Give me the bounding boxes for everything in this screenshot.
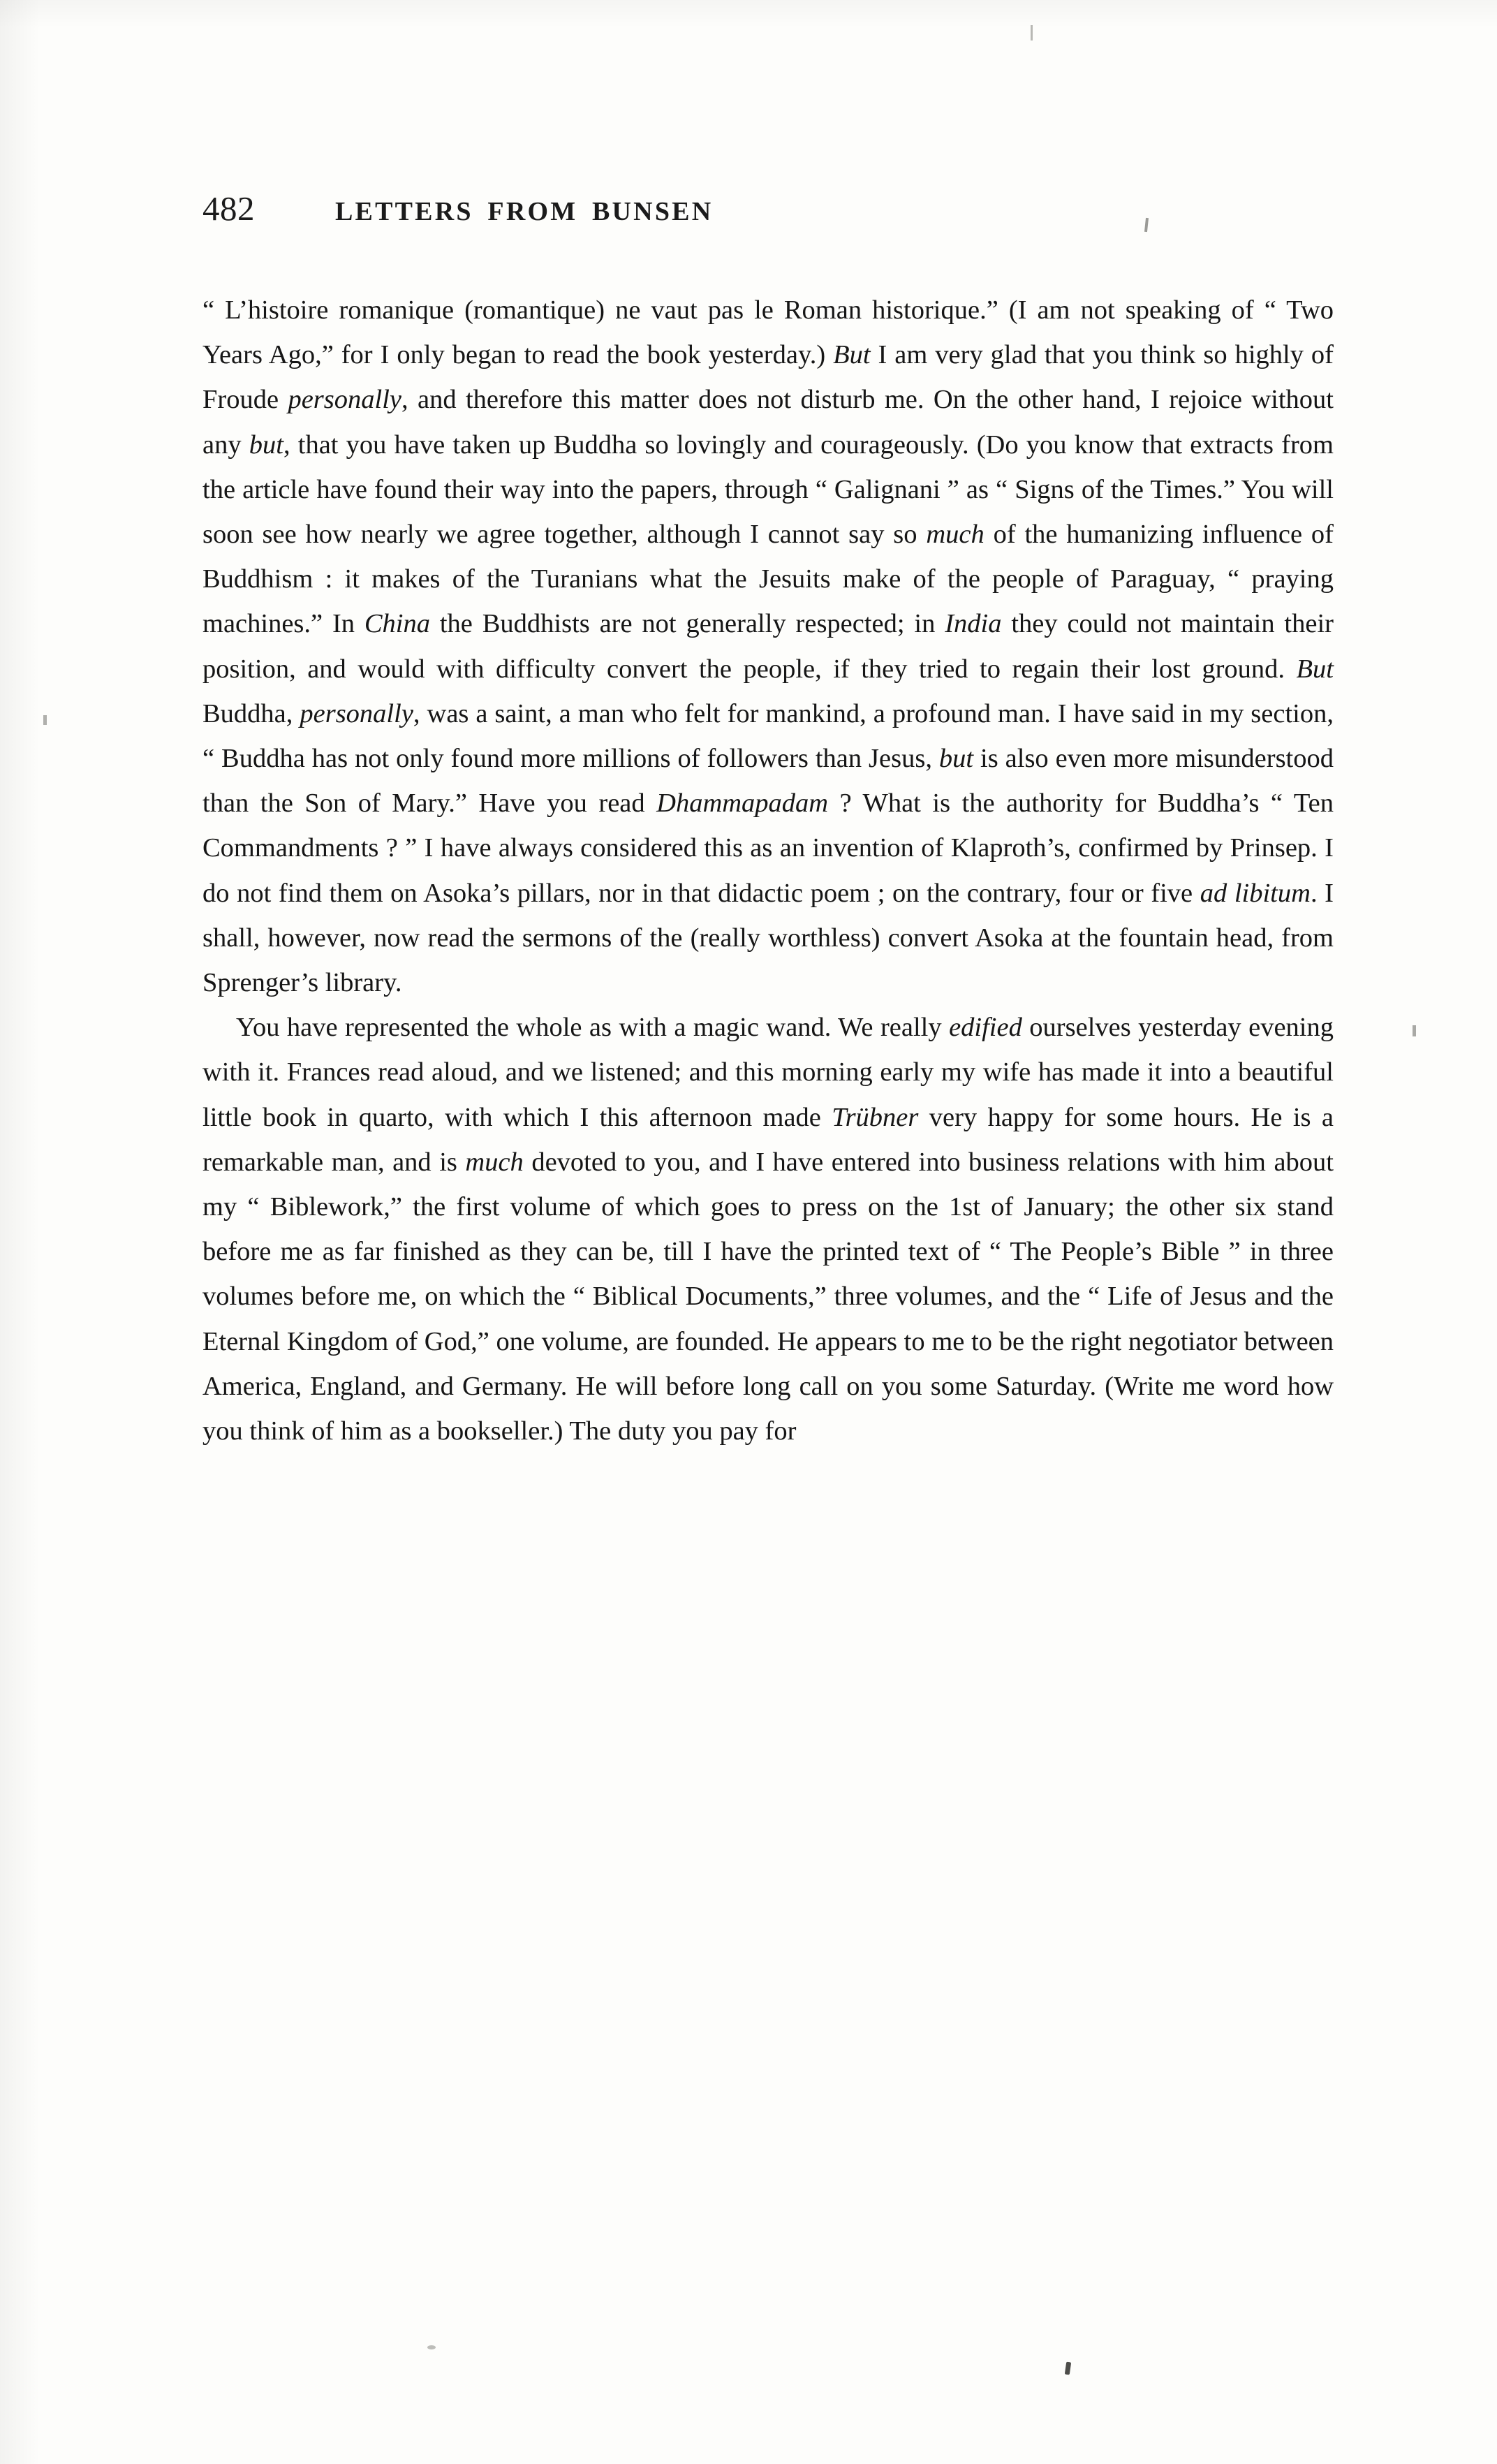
page-edge-shading-left <box>0 0 40 2464</box>
scan-artifact-left-speck <box>43 715 47 725</box>
scan-artifact-right-speck <box>1413 1025 1416 1036</box>
paragraph-2: You have represented the whole as with a magic wand. We really edified ourselves yesterday evening with it. Frances read aloud, and we listened; and this morning early my wife has made it into a beautiful little book in quarto, with which I this afternoon made Trübner very happy for some hours. He is a remarkable man, and is much devoted to you, and I have entered into business relations with him about my “ Biblework,” the first volume of which goes to press on the 1st of January; the other six stand before me as far finished as they can be, till I have the printed text of “ The People’s Bible ” in three volumes before me, on which the “ Biblical Documents,” three volumes, and the “ Life of Jesus and the Eternal Kingdom of God,” one volume, are founded. He appears to me to be the right negotiator between America, England, and Germany. He will before long call on you some Saturday. (Write me word how you think of him as a bookseller.) The duty you pay for <box>202 1013 1334 1446</box>
scan-artifact-top-mark <box>1031 25 1033 41</box>
running-head-title: LETTERS FROM BUNSEN <box>335 197 714 226</box>
paragraph-1: “ L’histoire romanique (romantique) ne vaut pas le Roman historique.” (I am not speaking of “ Two Years Ago,” for I only began to read the book yesterday.) But I am very glad that you think so highly of Froude personally, and therefore this matter does not disturb me. On the other hand, I rejoice without any but, that you have taken up Buddha so lovingly and courageously. (Do you know that extracts from the article have found their way into the papers, through “ Galignani ” as “ Signs of the Times.” You will soon see how nearly we agree together, although I cannot say so much of the humanizing influence of Buddhism : it makes of the Turanians what the Jesuits make of the people of Paraguay, “ praying machines.” In China the Buddhists are not generally respected; in India they could not maintain their position, and would with difficulty convert the people, if they tried to regain their lost ground. But Buddha, personally, was a saint, a man who felt for mankind, a profound man. I have said in my section, “ Buddha has not only found more millions of followers than Jesus, but is also even more misunderstood than the Son of Mary.” Have you read Dhammapadam ? What is the authority for Buddha’s “ Ten Commandments ? ” I have always considered this as an invention of Klaproth’s, confirmed by Prinsep. I do not find them on Asoka’s pillars, nor in that didactic poem ; on the contrary, four or five ad libitum. I shall, however, now read the sermons of the (really worthless) convert Asoka at the fountain head, from Sprenger’s library. <box>202 295 1334 998</box>
page-content <box>202 189 1334 1453</box>
body-text <box>202 288 1334 1453</box>
scan-artifact-bottom-speck <box>427 2345 436 2349</box>
page-number: 482 <box>202 189 255 228</box>
page-edge-shading-top <box>0 0 1497 28</box>
running-head <box>202 189 1334 251</box>
scan-artifact-bottom-mark <box>1065 2362 1071 2375</box>
